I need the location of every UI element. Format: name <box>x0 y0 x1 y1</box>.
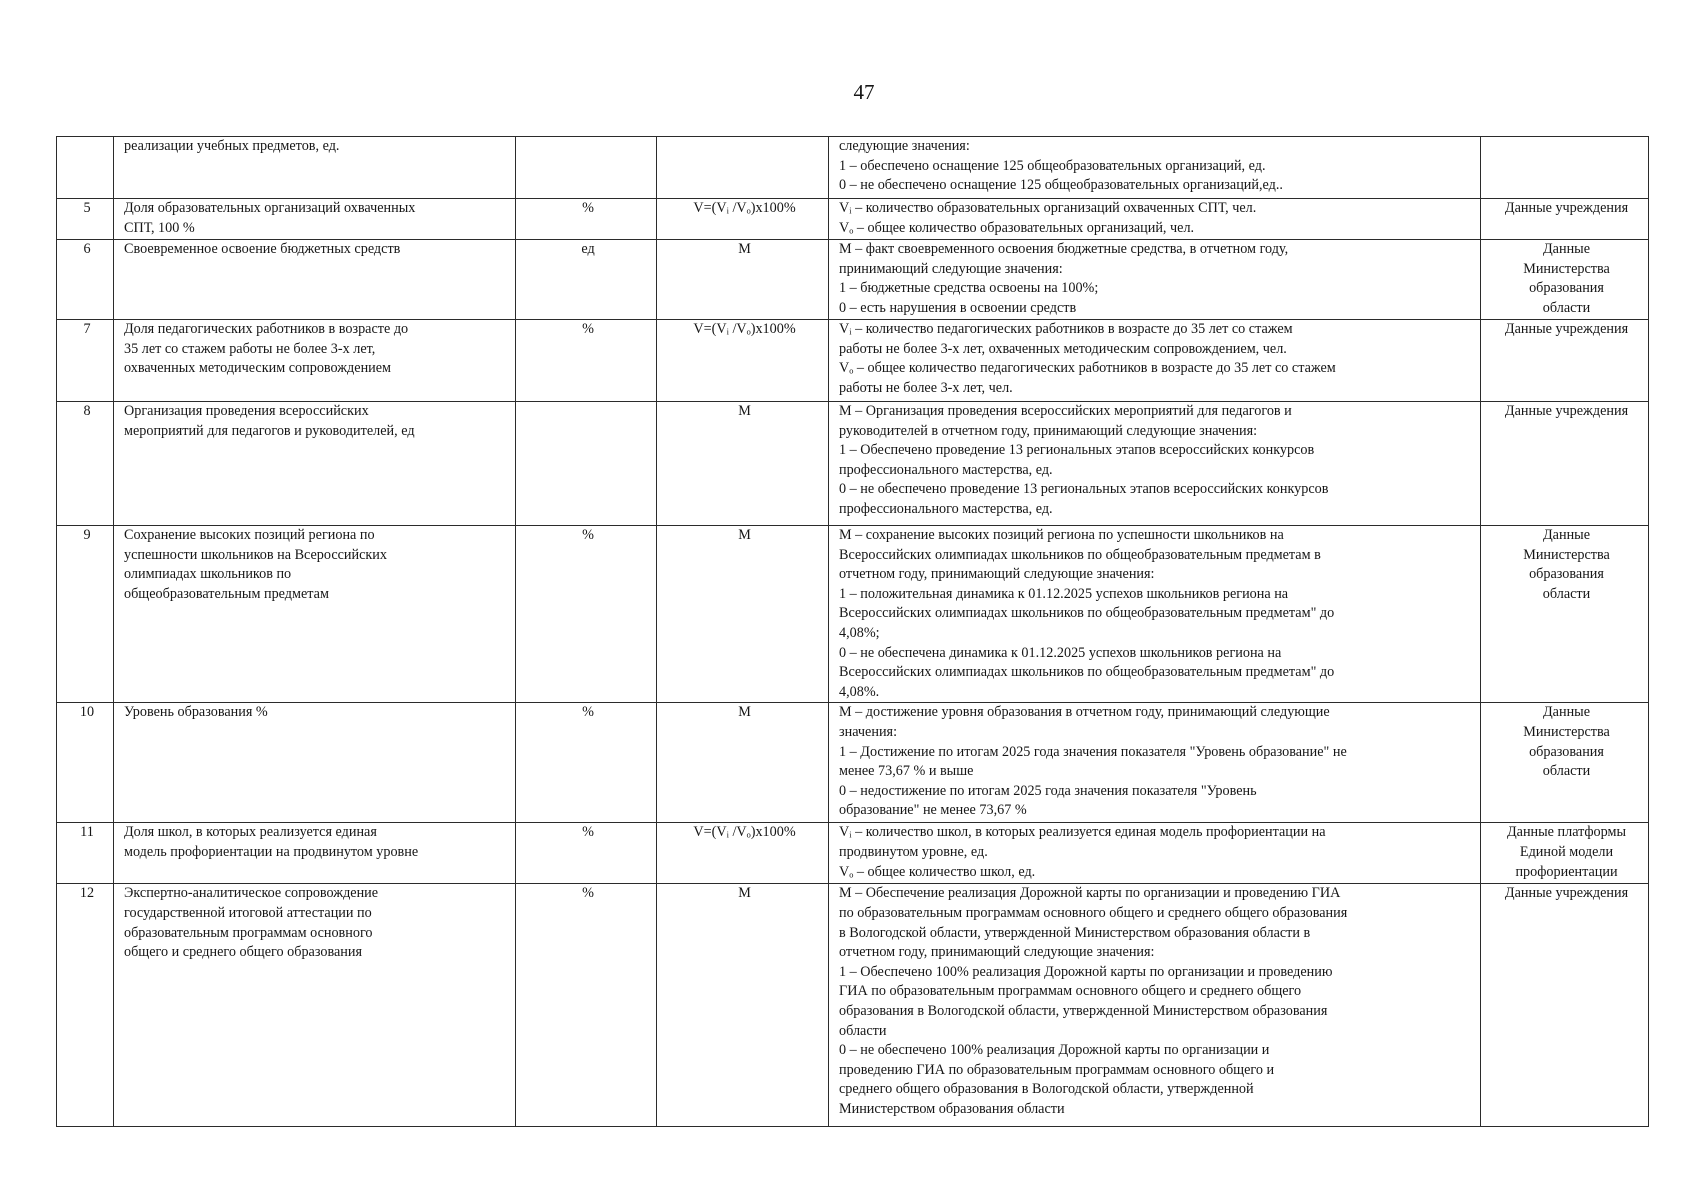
formula-cell <box>657 199 829 240</box>
description-line: работы не более 3-х лет, чел. <box>839 379 1013 396</box>
indicator-name-cell <box>114 199 516 240</box>
indicator-name-line: Доля школ, в которых реализуется единая <box>124 824 377 841</box>
unit-value: % <box>582 321 594 337</box>
row-number: 12 <box>79 885 95 902</box>
row-number: 9 <box>83 527 91 543</box>
description-line: Vₒ – общее количество образовательных организаций, чел. <box>839 219 1195 236</box>
description-line: ГИА по образовательным программам основного общего и среднего общего <box>839 983 1302 1000</box>
description-line: 0 – не обеспечено оснащение 125 общеобразовательных организаций,ед.. <box>839 177 1283 194</box>
description-line: Vᵢ – количество педагогических работников в возрасте до 35 лет со стажем <box>839 321 1293 337</box>
source-cell <box>1481 199 1649 240</box>
description-line: руководителей в отчетном году, принимающий следующие значения: <box>839 422 1258 439</box>
row-number: 6 <box>83 241 91 257</box>
description-line: Vₒ – общее количество школ, ед. <box>839 863 1036 880</box>
description-line: М – достижение уровня образования в отчетном году, принимающий следующие <box>839 704 1330 721</box>
table-body <box>57 137 1649 1127</box>
source-line: Данные учреждения <box>1504 321 1629 337</box>
description-line: среднего общего образования в Вологодской области, утвержденной <box>839 1081 1254 1098</box>
description-line: образования в Вологодской области, утвержденной Министерством образования <box>839 1002 1328 1019</box>
source-line: области <box>1542 763 1591 780</box>
table-row <box>57 884 1649 1127</box>
indicator-name-line: модель профориентации на продвинутом уровне <box>124 843 419 860</box>
row-number: 11 <box>80 824 94 841</box>
description-line: Всероссийских олимпиадах школьников по общеобразовательным предметам" до <box>839 664 1335 681</box>
description-line: Vᵢ – количество образовательных организаций охваченных СПТ, чел. <box>839 200 1257 216</box>
description-line: менее 73,67 % и выше <box>839 763 974 780</box>
description-line: 1 – обеспечено оснащение 125 общеобразовательных организаций, ед. <box>839 157 1266 174</box>
row-number-cell <box>57 402 114 526</box>
source-cell <box>1481 240 1649 320</box>
unit-value: % <box>582 527 594 543</box>
unit-value: % <box>582 824 594 841</box>
description-line: 4,08%. <box>839 683 880 700</box>
indicator-name-line: СПТ, 100 % <box>124 219 195 236</box>
indicator-name-line: Экспертно-аналитическое сопровождение <box>124 885 379 902</box>
description-cell <box>829 199 1481 240</box>
source-line: Данные учреждения <box>1504 200 1629 216</box>
unit-cell <box>516 884 657 1127</box>
indicator-name-cell <box>114 703 516 823</box>
description-line: следующие значения: <box>839 138 970 154</box>
formula-cell <box>657 137 829 199</box>
indicator-name-cell <box>114 823 516 884</box>
formula-value: V=(Vᵢ /Vₒ)x100% <box>693 824 796 841</box>
indicator-name-cell <box>114 320 516 402</box>
unit-cell <box>516 137 657 199</box>
indicator-name-line: Доля педагогических работников в возрасте до <box>124 321 409 337</box>
row-number-cell <box>57 823 114 884</box>
source-line: Данные учреждения <box>1504 885 1629 902</box>
description-line: 0 – не обеспечено 100% реализация Дорожной карты по организации и <box>839 1042 1270 1059</box>
description-line: 1 – Обеспечено 100% реализация Дорожной карты по организации и проведению <box>839 963 1333 980</box>
description-cell <box>829 884 1481 1127</box>
indicator-name-line: Организация проведения всероссийских <box>124 403 369 419</box>
source-line: Данные <box>1543 527 1590 543</box>
unit-cell <box>516 823 657 884</box>
row-number: 8 <box>83 403 91 419</box>
source-line: Данные <box>1543 241 1590 257</box>
row-number-cell <box>57 137 114 199</box>
indicator-name-line: Своевременное освоение бюджетных средств <box>124 241 401 257</box>
indicator-name-line: мероприятий для педагогов и руководителей, ед <box>124 422 415 439</box>
indicator-name-line: общеобразовательным предметам <box>124 585 329 602</box>
indicator-name-line: образовательным программам основного <box>124 924 373 941</box>
source-cell <box>1481 402 1649 526</box>
source-line: Единой модели <box>1519 843 1614 860</box>
source-cell <box>1481 526 1649 703</box>
description-line: 1 – Обеспечено проведение 13 региональных этапов всероссийских конкурсов <box>839 442 1315 459</box>
formula-value: M <box>738 403 751 419</box>
row-number-cell <box>57 320 114 402</box>
row-number-cell <box>57 703 114 823</box>
source-line: Данные платформы <box>1506 824 1626 841</box>
description-line: Министерством образования области <box>839 1100 1065 1117</box>
indicators-table <box>56 136 1649 1127</box>
unit-value: % <box>582 200 594 216</box>
formula-value: M <box>738 241 751 257</box>
description-line: М – сохранение высоких позиций региона по успешности школьников на <box>839 527 1284 543</box>
description-line: продвинутом уровне, ед. <box>839 843 988 860</box>
source-cell <box>1481 703 1649 823</box>
table-row <box>57 199 1649 240</box>
source-cell <box>1481 320 1649 402</box>
source-line: образования <box>1529 743 1604 760</box>
indicator-name-line: Доля образовательных организаций охваченных <box>124 200 416 216</box>
row-number: 5 <box>83 200 91 216</box>
indicator-name-cell <box>114 137 516 199</box>
indicator-name-line: Уровень образования % <box>124 704 268 721</box>
unit-cell <box>516 526 657 703</box>
source-line: Министерства <box>1523 546 1610 563</box>
formula-value: M <box>738 885 751 902</box>
formula-value: V=(Vᵢ /Vₒ)x100% <box>693 200 796 216</box>
formula-value: V=(Vᵢ /Vₒ)x100% <box>693 321 796 337</box>
table-row <box>57 703 1649 823</box>
indicator-name-line: охваченных методическим сопровождением <box>124 360 392 377</box>
source-line: области <box>1542 585 1591 602</box>
unit-cell <box>516 199 657 240</box>
source-cell <box>1481 137 1649 199</box>
formula-value: M <box>738 704 751 721</box>
description-line: Vₒ – общее количество педагогических работников в возрасте до 35 лет со стажем <box>839 360 1336 377</box>
source-cell <box>1481 823 1649 884</box>
source-line: образования <box>1529 566 1604 583</box>
formula-cell <box>657 703 829 823</box>
formula-cell <box>657 320 829 402</box>
table-row <box>57 823 1649 884</box>
source-line: образования <box>1529 280 1604 297</box>
description-line: 4,08%; <box>839 624 880 641</box>
description-line: 0 – недостижение по итогам 2025 года значения показателя "Уровень <box>839 782 1257 799</box>
description-line: Vᵢ – количество школ, в которых реализуется единая модель профориентации на <box>839 824 1326 841</box>
description-line: профессионального мастерства, ед. <box>839 500 1053 517</box>
formula-cell <box>657 402 829 526</box>
row-number: 7 <box>83 321 91 337</box>
description-cell <box>829 137 1481 199</box>
description-line: 1 – положительная динамика к 01.12.2025 успехов школьников региона на <box>839 585 1289 602</box>
indicator-name-line: Сохранение высоких позиций региона по <box>124 527 375 543</box>
row-number: 10 <box>79 704 95 721</box>
description-cell <box>829 320 1481 402</box>
source-line: профориентации <box>1515 863 1618 880</box>
description-cell <box>829 402 1481 526</box>
description-line: отчетном году, принимающий следующие значения: <box>839 944 1155 961</box>
source-cell <box>1481 884 1649 1127</box>
description-line: 1 – бюджетные средства освоены на 100%; <box>839 280 1099 297</box>
description-line: проведению ГИА по образовательным программам основного общего и <box>839 1061 1275 1078</box>
description-line: М – факт своевременного освоения бюджетные средства, в отчетном году, <box>839 241 1289 257</box>
description-line: Всероссийских олимпиадах школьников по общеобразовательным предметам в <box>839 546 1321 563</box>
unit-cell <box>516 703 657 823</box>
description-line: Всероссийских олимпиадах школьников по общеобразовательным предметам" до <box>839 605 1335 622</box>
indicator-name-line: реализации учебных предметов, ед. <box>124 138 340 154</box>
description-cell <box>829 240 1481 320</box>
row-number-cell <box>57 884 114 1127</box>
formula-cell <box>657 526 829 703</box>
description-line: 1 – Достижение по итогам 2025 года значения показателя "Уровень образование" не <box>839 743 1347 760</box>
source-line: Министерства <box>1523 723 1610 740</box>
table-row <box>57 402 1649 526</box>
unit-value: ед <box>581 241 595 257</box>
indicator-name-line: государственной итоговой аттестации по <box>124 904 372 921</box>
description-cell <box>829 823 1481 884</box>
formula-cell <box>657 884 829 1127</box>
formula-cell <box>657 823 829 884</box>
source-line: области <box>1542 299 1591 316</box>
description-line: 0 – не обеспечено проведение 13 региональных этапов всероссийских конкурсов <box>839 481 1329 498</box>
table-row <box>57 137 1649 199</box>
source-line: Данные учреждения <box>1504 403 1629 419</box>
description-line: в Вологодской области, утвержденной Министерством образования области в <box>839 924 1311 941</box>
indicator-name-cell <box>114 526 516 703</box>
description-cell <box>829 526 1481 703</box>
row-number-cell <box>57 526 114 703</box>
description-line: М – Обеспечение реализация Дорожной карты по организации и проведению ГИА <box>839 885 1341 902</box>
description-line: значения: <box>839 723 898 740</box>
unit-value: % <box>582 704 594 721</box>
source-line: Данные <box>1543 704 1590 721</box>
description-line: М – Организация проведения всероссийских мероприятий для педагогов и <box>839 403 1292 419</box>
table-row <box>57 526 1649 703</box>
description-line: 0 – не обеспечена динамика к 01.12.2025 успехов школьников региона на <box>839 644 1282 661</box>
table-row <box>57 320 1649 402</box>
unit-cell <box>516 320 657 402</box>
description-line: области <box>839 1022 887 1039</box>
description-line: работы не более 3-х лет, охваченных методическим сопровождением, чел. <box>839 340 1287 357</box>
indicator-name-cell <box>114 402 516 526</box>
indicator-name-line: 35 лет со стажем работы не более 3-х лет, <box>124 340 376 357</box>
unit-cell <box>516 402 657 526</box>
indicator-name-cell <box>114 884 516 1127</box>
formula-value: M <box>738 527 751 543</box>
indicator-name-line: олимпиадах школьников по <box>124 566 292 583</box>
formula-cell <box>657 240 829 320</box>
description-line: 0 – есть нарушения в освоении средств <box>839 299 1077 316</box>
description-line: профессионального мастерства, ед. <box>839 461 1053 478</box>
row-number-cell <box>57 240 114 320</box>
table-row <box>57 240 1649 320</box>
indicator-name-line: успешности школьников на Всероссийских <box>124 546 387 563</box>
description-line: принимающий следующие значения: <box>839 260 1063 277</box>
description-line: отчетном году, принимающий следующие значения: <box>839 566 1155 583</box>
description-cell <box>829 703 1481 823</box>
description-line: образование" не менее 73,67 % <box>839 802 1027 819</box>
page-number: 47 <box>853 80 875 104</box>
row-number-cell <box>57 199 114 240</box>
unit-cell <box>516 240 657 320</box>
description-line: по образовательным программам основного общего и среднего общего образования <box>839 904 1348 921</box>
indicator-name-cell <box>114 240 516 320</box>
source-line: Министерства <box>1523 260 1610 277</box>
unit-value: % <box>582 885 594 902</box>
indicator-name-line: общего и среднего общего образования <box>124 944 362 961</box>
